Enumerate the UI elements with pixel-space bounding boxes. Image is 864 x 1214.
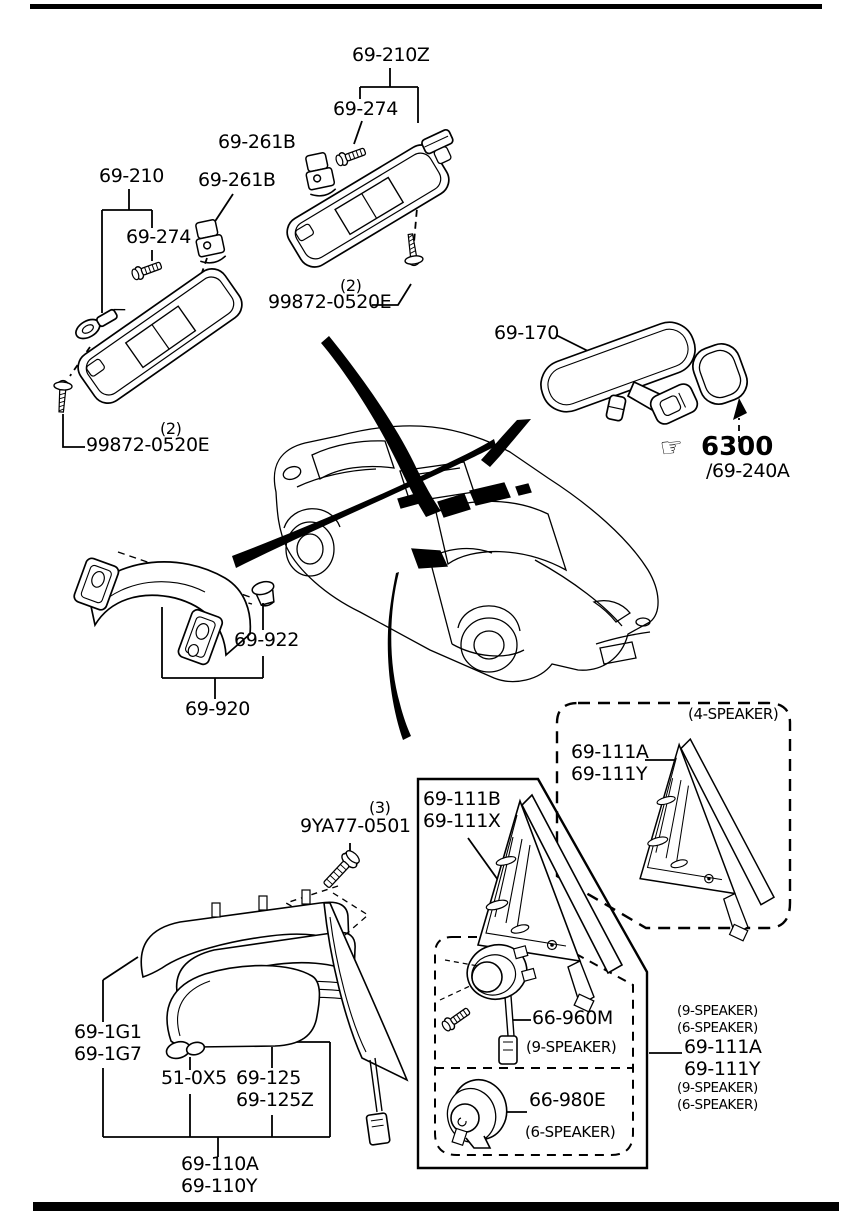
label-assist-handle: 69-920 <box>185 698 250 720</box>
rear-view-mirror-drawing <box>534 315 702 427</box>
gasket-arrowhead <box>733 398 747 420</box>
visor-holder-clip-left-drawing <box>192 219 226 265</box>
label-mirror-bulb: 51-0X5 <box>161 1067 227 1089</box>
label-sail-4spk-a: 69-111A <box>571 741 649 763</box>
label-visor-left-holder: 69-261B <box>198 169 276 191</box>
label-right-6spk-top: (6-SPEAKER) <box>677 1020 758 1036</box>
label-ref-code: 6300 <box>701 432 774 462</box>
handle-cap-drawing <box>251 579 278 608</box>
label-tweeter-9-variant: (9-SPEAKER) <box>526 1038 617 1056</box>
label-sail-boxed-x: 69-111X <box>423 810 501 832</box>
label-mirror-glass-125: 69-125 <box>236 1067 301 1089</box>
sun-visor-right-drawing <box>281 129 460 273</box>
pointing-hand-icon: ☞ <box>658 431 685 465</box>
label-visor-left-assembly: 69-210 <box>99 165 164 187</box>
label-mirror-housing-1g7: 69-1G7 <box>74 1043 142 1065</box>
label-mirror-bolt-qty: (3) <box>369 798 391 817</box>
label-mirror-glass-125z: 69-125Z <box>236 1089 314 1111</box>
visor-fastener-right-drawing <box>401 233 423 267</box>
label-visor-right-fastener: 99872-0520E <box>268 291 392 313</box>
car-drawing <box>274 426 658 682</box>
label-visor-right-holder: 69-261B <box>218 131 296 153</box>
tweeter-9spk-drawing <box>440 938 536 1064</box>
label-visor-left-fastener: 99872-0520E <box>86 434 210 456</box>
label-handle-cap: 69-922 <box>234 629 299 651</box>
label-right-111a: 69-111A <box>684 1036 762 1058</box>
label-right-6spk-bottom: (6-SPEAKER) <box>677 1097 758 1113</box>
label-ref-part: /69-240A <box>706 460 790 482</box>
border-top-line <box>30 4 822 9</box>
label-four-speaker: (4-SPEAKER) <box>688 705 779 723</box>
label-tweeter-6-variant: (6-SPEAKER) <box>525 1123 616 1141</box>
label-visor-right-screw: 69-274 <box>333 98 398 120</box>
label-mirror-bolt: 9YA77-0501 <box>300 815 411 837</box>
label-right-9spk-bottom: (9-SPEAKER) <box>677 1080 758 1096</box>
label-tweeter-9: 66-960M <box>532 1007 613 1029</box>
label-mirror-assembly-110a: 69-110A <box>181 1153 259 1175</box>
tweeter-6spk-drawing <box>442 1075 512 1148</box>
label-mirror-assembly-110y: 69-110Y <box>181 1175 258 1197</box>
label-right-9spk-top: (9-SPEAKER) <box>677 1003 758 1019</box>
label-right-111y: 69-111Y <box>684 1058 761 1080</box>
label-visor-right-assembly: 69-210Z <box>352 44 430 66</box>
border-bottom-line <box>33 1202 839 1211</box>
label-tweeter-6: 66-980E <box>529 1089 606 1111</box>
sail-panel-4spk-drawing <box>640 739 774 941</box>
visor-holder-clip-right-drawing <box>302 152 336 198</box>
label-visor-left-fastener-qty: (2) <box>160 419 182 438</box>
label-visor-left-screw: 69-274 <box>126 226 191 248</box>
sun-visor-left-drawing <box>72 263 248 410</box>
visor-fastener-left-drawing <box>52 380 72 413</box>
mirror-bolt-drawing <box>320 848 362 892</box>
motion-arrows <box>232 336 531 740</box>
visor-screw-right-drawing <box>334 145 367 167</box>
label-visor-right-fastener-qty: (2) <box>340 276 362 295</box>
label-mirror-housing-1g1: 69-1G1 <box>74 1021 142 1043</box>
label-sail-boxed-b: 69-111B <box>423 788 501 810</box>
mirror-gasket-drawing <box>688 339 753 410</box>
visor-screw-left-drawing <box>130 259 163 281</box>
label-rear-mirror: 69-170 <box>494 322 559 344</box>
label-sail-4spk-y: 69-111Y <box>571 763 648 785</box>
